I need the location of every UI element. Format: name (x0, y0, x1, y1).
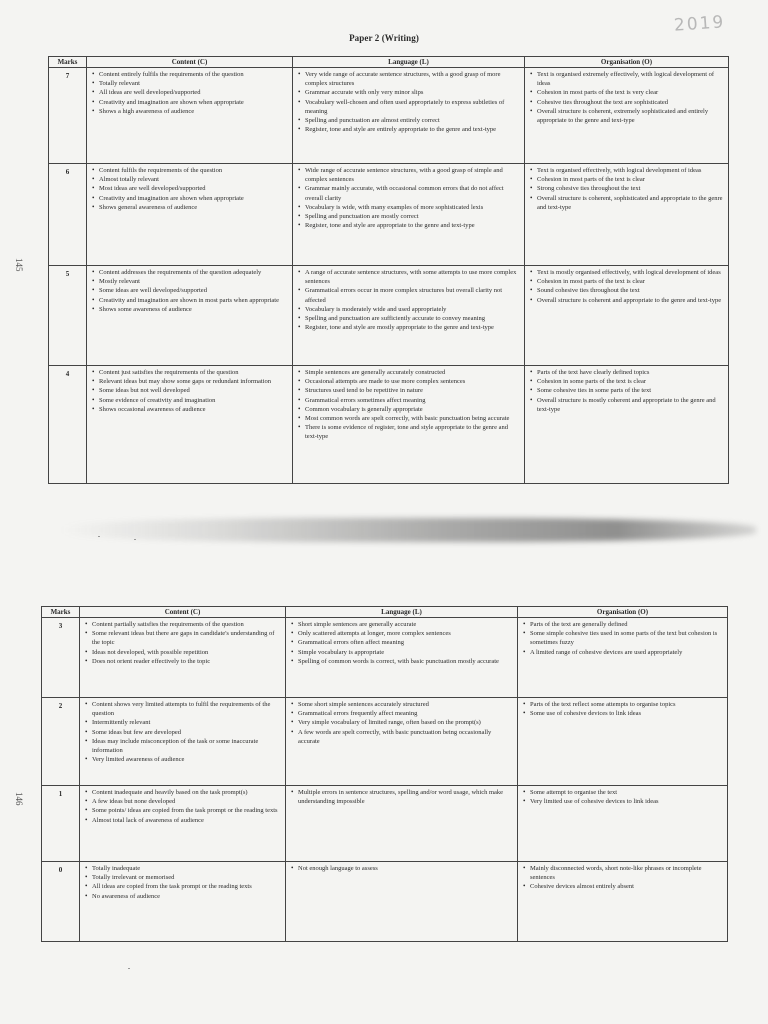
criterion-item: • Overall structure is coherent, sophisticated and appropriate to the genre and text-type (537, 194, 725, 212)
criterion-item: • Creativity and imagination are shown in most parts when appropriate (99, 296, 289, 305)
criterion-item: • Text is organised extremely effectively, with logical development of ideas (537, 70, 725, 88)
content-criteria-list (90, 268, 289, 314)
content-cell (80, 698, 286, 786)
rubric-body-bottom (42, 618, 728, 942)
rubric-row (42, 862, 728, 942)
criterion-item: • Creativity and imagination are shown when appropriate (99, 98, 289, 107)
content-criteria-list (83, 788, 282, 825)
mark-cell: 6 (49, 164, 87, 266)
criterion-item: • Very limited awareness of audience (92, 755, 282, 764)
scan-speck (128, 968, 130, 969)
criterion-item: • Grammatical errors occur in more complex structures but overall clarity not affected (305, 286, 521, 304)
criterion-item: • Text is mostly organised effectively, with logical development of ideas (537, 268, 725, 277)
criterion-item: • Strong cohesive ties throughout the text (537, 184, 725, 193)
criterion-item: • Short simple sentences are generally accurate (298, 620, 514, 629)
content-criteria-list (90, 368, 289, 414)
criterion-item: • Cohesive devices almost entirely absent (530, 882, 724, 891)
criterion-item: • Grammar accurate with only very minor slips (305, 88, 521, 97)
criterion-item: • Most common words are spelt correctly, with basic punctuation being accurate (305, 414, 521, 423)
criterion-item: • Overall structure is coherent and appropriate to the genre and text-type (537, 296, 725, 305)
criterion-item: • Text is organised effectively, with logical development of ideas (537, 166, 725, 175)
criterion-item: • Shows some awareness of audience (99, 305, 289, 314)
language-cell (286, 618, 518, 698)
criterion-item: • Shows occasional awareness of audience (99, 405, 289, 414)
criterion-item: • Cohesion in most parts of the text is clear (537, 277, 725, 286)
criterion-item: • Multiple errors in sentence structures, spelling and/or word usage, which make understanding impossible (298, 788, 514, 806)
criterion-item: • Grammatical errors frequently affect meaning (298, 709, 514, 718)
organisation-cell (525, 68, 729, 164)
criterion-item: • Only scattered attempts at longer, more complex sentences (298, 629, 514, 638)
marks-header: Marks (49, 57, 87, 68)
language-cell (286, 862, 518, 942)
criterion-item: • There is some evidence of register, tone and style appropriate to the genre and text-type (305, 423, 521, 441)
content-cell (87, 366, 293, 484)
criterion-item: • Vocabulary well-chosen and often used appropriately to express subtleties of meaning (305, 98, 521, 116)
rubric-row (42, 698, 728, 786)
criterion-item: • Some simple cohesive ties used in some parts of the text but cohesion is sometimes fuzzy (530, 629, 724, 647)
criterion-item: • Some attempt to organise the text (530, 788, 724, 797)
criterion-item: • Wide range of accurate sentence structures, with a good grasp of simple and complex sentences (305, 166, 521, 184)
content-cell (80, 618, 286, 698)
criterion-item: • All ideas are copied from the task prompt or the reading texts (92, 882, 282, 891)
criterion-item: • Some use of cohesive devices to link ideas (530, 709, 724, 718)
organisation-criteria-list (521, 788, 724, 806)
criterion-item: • Vocabulary is moderately wide and used appropriately (305, 305, 521, 314)
criterion-item: • Some ideas are well developed/supported (99, 286, 289, 295)
content-header: Content (C) (80, 607, 286, 618)
criterion-item: • Shows a high awareness of audience (99, 107, 289, 116)
criterion-item: • Register, tone and style are entirely appropriate to the genre and text-type (305, 125, 521, 134)
criterion-item: • Overall structure is mostly coherent and appropriate to the genre and text-type (537, 396, 725, 414)
header-row (49, 57, 729, 68)
criterion-item: • Almost total lack of awareness of audience (92, 816, 282, 825)
criterion-item: • Spelling of common words is correct, with basic punctuation mostly accurate (298, 657, 514, 666)
rubric-row (49, 68, 729, 164)
criterion-item: • Some ideas but not well developed (99, 386, 289, 395)
criterion-item: • Mainly disconnected words, short note-like phrases or incomplete sentences (530, 864, 724, 882)
language-cell (293, 68, 525, 164)
criterion-item: • Relevant ideas but may show some gaps or redundant information (99, 377, 289, 386)
document-title: Paper 2 (Writing) (349, 33, 419, 43)
organisation-cell (518, 786, 728, 862)
criterion-item: • A limited range of cohesive devices are used appropriately (530, 648, 724, 657)
criterion-item: • Cohesion in most parts of the text is very clear (537, 88, 725, 97)
language-criteria-list (296, 166, 521, 230)
rubric-row (49, 164, 729, 266)
criterion-item: • Does not orient reader effectively to the topic (92, 657, 282, 666)
criterion-item: • Some evidence of creativity and imagination (99, 396, 289, 405)
language-cell (286, 698, 518, 786)
mark-cell: 5 (49, 266, 87, 366)
criterion-item: • Parts of the text reflect some attempts to organise topics (530, 700, 724, 709)
criterion-item: • Some ideas but few are developed (92, 728, 282, 737)
criterion-item: • Common vocabulary is generally appropriate (305, 405, 521, 414)
language-header: Language (L) (286, 607, 518, 618)
criterion-item: • Very simple vocabulary of limited range, often based on the prompt(s) (298, 718, 514, 727)
criterion-item: • Content addresses the requirements of the question adequately (99, 268, 289, 277)
mark-cell: 7 (49, 68, 87, 164)
organisation-criteria-list (528, 70, 725, 125)
criterion-item: • Cohesion in some parts of the text is clear (537, 377, 725, 386)
language-cell (286, 786, 518, 862)
organisation-cell (525, 266, 729, 366)
page-number-bottom: 146 (14, 792, 24, 806)
mark-cell: 2 (42, 698, 80, 786)
criterion-item: • Simple vocabulary is appropriate (298, 648, 514, 657)
organisation-criteria-list (528, 368, 725, 414)
language-criteria-list (296, 268, 521, 332)
page-number-top: 145 (14, 258, 24, 272)
criterion-item: • Occasional attempts are made to use more complex sentences (305, 377, 521, 386)
criterion-item: • Content just satisfies the requirements of the question (99, 368, 289, 377)
handwritten-year: 2019 (673, 12, 726, 36)
criterion-item: • Ideas not developed, with possible repetition (92, 648, 282, 657)
organisation-cell (525, 164, 729, 266)
criterion-item: • Mostly relevant (99, 277, 289, 286)
criterion-item: • Cohesive ties throughout the text are sophisticated (537, 98, 725, 107)
rubric-body-top (49, 68, 729, 484)
criterion-item: • A few ideas but none developed (92, 797, 282, 806)
organisation-criteria-list (521, 700, 724, 718)
criterion-item: • Very limited use of cohesive devices to link ideas (530, 797, 724, 806)
criterion-item: • Grammar mainly accurate, with occasional common errors that do not affect overall clarity (305, 184, 521, 202)
criterion-item: • Parts of the text have clearly defined topics (537, 368, 725, 377)
language-cell (293, 366, 525, 484)
mark-cell: 3 (42, 618, 80, 698)
criterion-item: • Structures used tend to be repetitive in nature (305, 386, 521, 395)
criterion-item: • Content fulfils the requirements of the question (99, 166, 289, 175)
content-criteria-list (83, 700, 282, 764)
rubric-row (42, 618, 728, 698)
language-criteria-list (289, 620, 514, 666)
criterion-item: • Some short simple sentences accurately structured (298, 700, 514, 709)
criterion-item: • Cohesion in most parts of the text is clear (537, 175, 725, 184)
criterion-item: • Not enough language to assess (298, 864, 514, 873)
rubric-table-bottom (41, 606, 728, 942)
rubric-row (42, 786, 728, 862)
organisation-cell (518, 618, 728, 698)
criterion-item: • Shows general awareness of audience (99, 203, 289, 212)
organisation-criteria-list (521, 620, 724, 657)
criterion-item: • Grammatical errors often affect meaning (298, 638, 514, 647)
criterion-item: • Register, tone and style are mostly appropriate to the genre and text-type (305, 323, 521, 332)
content-cell (87, 164, 293, 266)
criterion-item: • Spelling and punctuation are mostly correct (305, 212, 521, 221)
mark-cell: 0 (42, 862, 80, 942)
organisation-header: Organisation (O) (518, 607, 728, 618)
criterion-item: • Vocabulary is wide, with many examples of more sophisticated lexis (305, 203, 521, 212)
criterion-item: • Most ideas are well developed/supported (99, 184, 289, 193)
criterion-item: • Grammatical errors sometimes affect meaning (305, 396, 521, 405)
criterion-item: • Totally irrelevant or memorised (92, 873, 282, 882)
criterion-item: • Content inadequate and heavily based on the task prompt(s) (92, 788, 282, 797)
criterion-item: • Overall structure is coherent, extremely sophisticated and entirely appropriate to the genre and text-type (537, 107, 725, 125)
criterion-item: • Spelling and punctuation are almost entirely correct (305, 116, 521, 125)
criterion-item: • No awareness of audience (92, 892, 282, 901)
criterion-item: • All ideas are well developed/supported (99, 88, 289, 97)
mark-cell: 1 (42, 786, 80, 862)
language-criteria-list (289, 864, 514, 873)
organisation-criteria-list (521, 864, 724, 892)
content-criteria-list (90, 70, 289, 116)
criterion-item: • Totally inadequate (92, 864, 282, 873)
language-cell (293, 164, 525, 266)
language-criteria-list (296, 70, 521, 134)
organisation-cell (525, 366, 729, 484)
content-criteria-list (90, 166, 289, 212)
language-criteria-list (289, 700, 514, 746)
organisation-cell (518, 698, 728, 786)
organisation-criteria-list (528, 166, 725, 212)
content-cell (80, 786, 286, 862)
criterion-item: • Some points/ ideas are copied from the task prompt or the reading texts (92, 806, 282, 815)
criterion-item: • Totally relevant (99, 79, 289, 88)
criterion-item: • Content partially satisfies the requirements of the question (92, 620, 282, 629)
criterion-item: • Some relevant ideas but there are gaps in candidate's understanding of the topic (92, 629, 282, 647)
criterion-item: • Very wide range of accurate sentence structures, with a good grasp of more complex structures (305, 70, 521, 88)
content-cell (87, 266, 293, 366)
criterion-item: • Sound cohesive ties throughout the text (537, 286, 725, 295)
criterion-item: • Creativity and imagination are shown when appropriate (99, 194, 289, 203)
criterion-item: • Parts of the text are generally defined (530, 620, 724, 629)
scan-smear (60, 518, 756, 542)
criterion-item: • Almost totally relevant (99, 175, 289, 184)
criterion-item: • Content shows very limited attempts to fulfil the requirements of the question (92, 700, 282, 718)
organisation-cell (518, 862, 728, 942)
criterion-item: • Spelling and punctuation are sufficiently accurate to convey meaning (305, 314, 521, 323)
marks-header: Marks (42, 607, 80, 618)
rubric-row (49, 366, 729, 484)
organisation-header: Organisation (O) (525, 57, 729, 68)
criterion-item: • Ideas may include misconception of the task or some inaccurate information (92, 737, 282, 755)
scan-speck (98, 536, 100, 537)
content-cell (87, 68, 293, 164)
header-row (42, 607, 728, 618)
criterion-item: • A few words are spelt correctly, with basic punctuation being occasionally accurate (298, 728, 514, 746)
criterion-item: • A range of accurate sentence structures, with some attempts to use more complex sentences (305, 268, 521, 286)
rubric-row (49, 266, 729, 366)
mark-cell: 4 (49, 366, 87, 484)
language-criteria-list (289, 788, 514, 806)
criterion-item: • Intermittently relevant (92, 718, 282, 727)
content-cell (80, 862, 286, 942)
criterion-item: • Simple sentences are generally accurately constructed (305, 368, 521, 377)
content-header: Content (C) (87, 57, 293, 68)
content-criteria-list (83, 864, 282, 901)
language-criteria-list (296, 368, 521, 442)
criterion-item: • Some cohesive ties in some parts of the text (537, 386, 725, 395)
language-header: Language (L) (293, 57, 525, 68)
language-cell (293, 266, 525, 366)
rubric-table-top (48, 56, 729, 484)
scan-speck (134, 539, 136, 540)
criterion-item: • Content entirely fulfils the requirements of the question (99, 70, 289, 79)
organisation-criteria-list (528, 268, 725, 305)
criterion-item: • Register, tone and style are appropriate to the genre and text-type (305, 221, 521, 230)
content-criteria-list (83, 620, 282, 666)
